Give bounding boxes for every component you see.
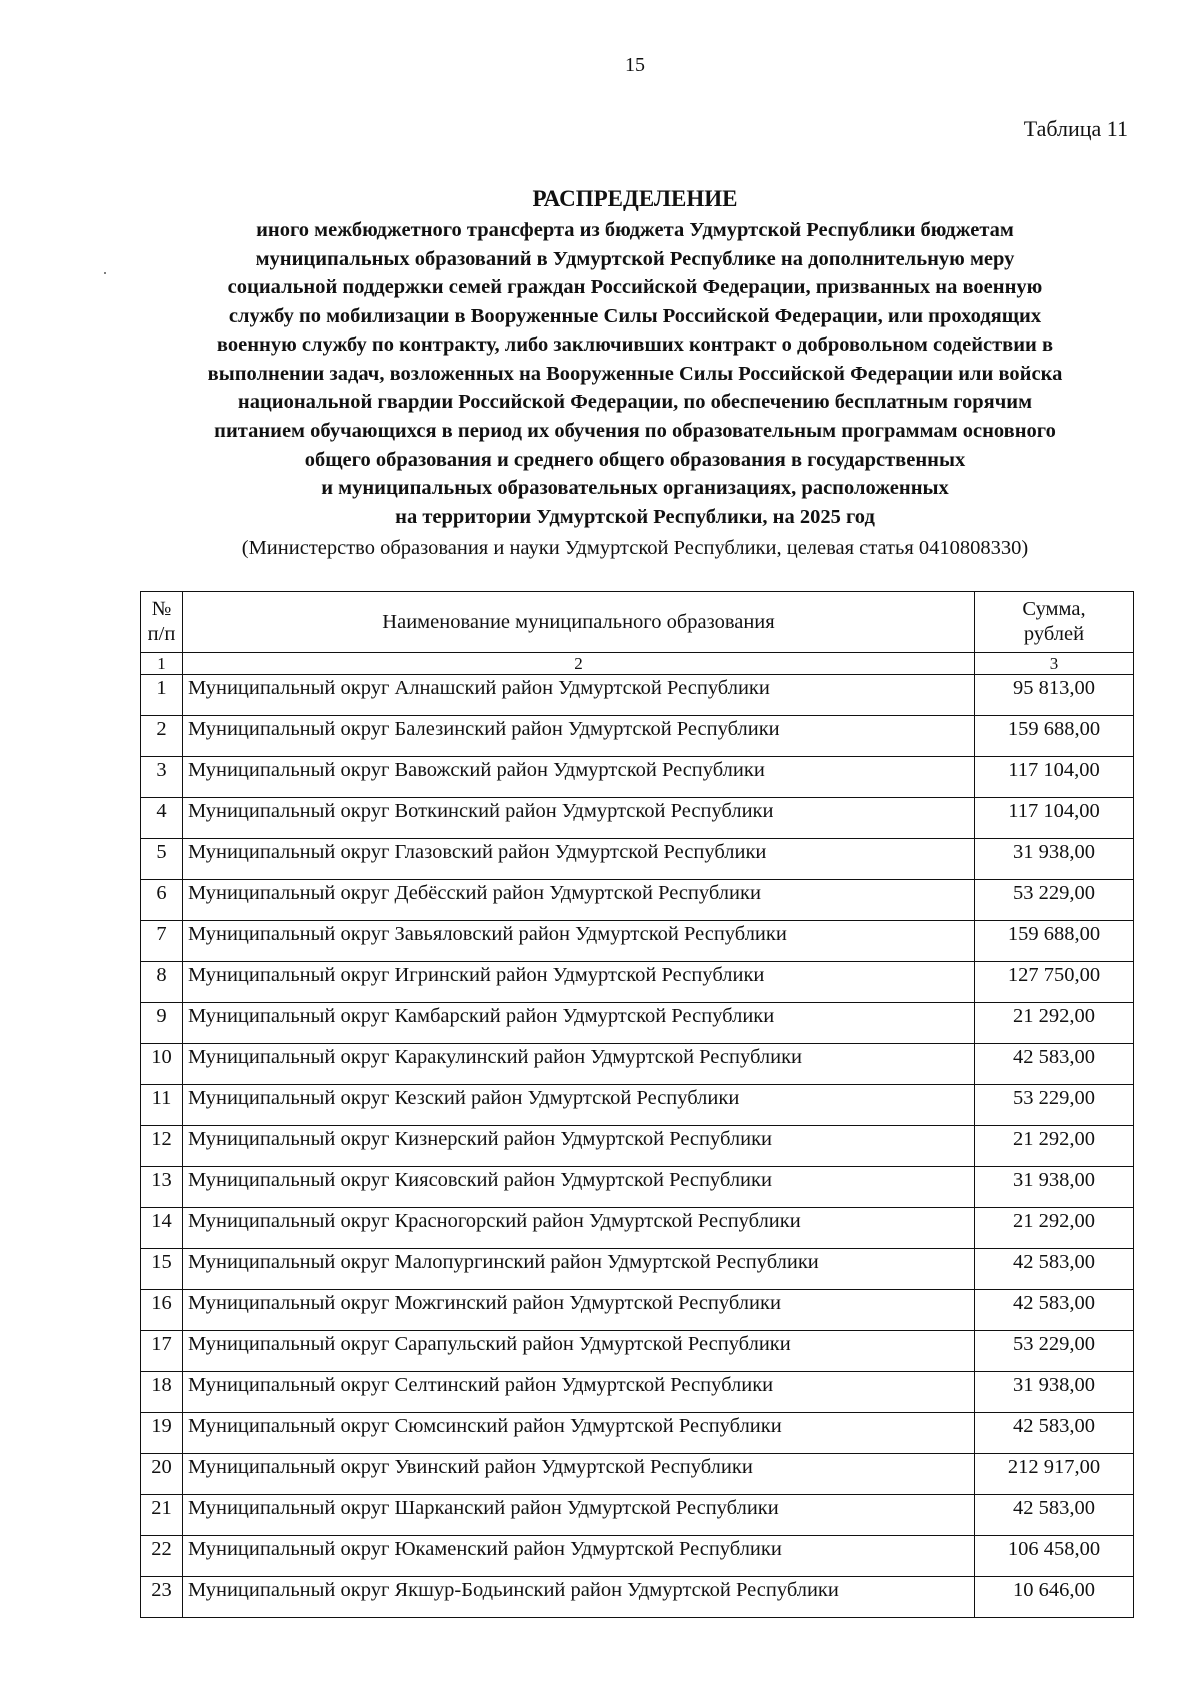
table-row	[141, 1249, 1134, 1290]
column-index-row	[141, 653, 1134, 675]
table-row	[141, 1126, 1134, 1167]
table-row	[141, 1331, 1134, 1372]
table-row	[141, 1044, 1134, 1085]
municipality-name: Муниципальный округ Малопургинский район Удмуртской Республики	[183, 1249, 975, 1290]
table-row	[141, 675, 1134, 716]
row-number: 2	[141, 716, 183, 757]
municipality-name: Муниципальный округ Дебёсский район Удмуртской Республики	[183, 880, 975, 921]
municipality-name: Муниципальный округ Якшур-Бодьинский район Удмуртской Республики	[183, 1577, 975, 1618]
row-number: 11	[141, 1085, 183, 1126]
amount-rubles: 117 104,00	[975, 798, 1134, 839]
row-number: 17	[141, 1331, 183, 1372]
amount-rubles: 159 688,00	[975, 716, 1134, 757]
heading-subtitle-line: общего образования и среднего общего образования в государственных	[304, 448, 966, 471]
table-row	[141, 1495, 1134, 1536]
row-number: 1	[141, 675, 183, 716]
row-number: 8	[141, 962, 183, 1003]
heading-subtitle-line: иного межбюджетного трансферта из бюджета Удмуртской Республики бюджетам	[256, 219, 1014, 241]
row-number: 7	[141, 921, 183, 962]
heading-subtitle-line: военную службу по контракту, либо заключивших контракт о добровольном содействии в	[216, 333, 1054, 356]
municipality-name: Муниципальный округ Киясовский район Удмуртской Республики	[183, 1167, 975, 1208]
page-number: 15	[625, 54, 645, 76]
municipality-name: Муниципальный округ Увинский район Удмуртской Республики	[183, 1454, 975, 1495]
table-row	[141, 1208, 1134, 1249]
row-number: 23	[141, 1577, 183, 1618]
row-number: 10	[141, 1044, 183, 1085]
table-row	[141, 880, 1134, 921]
table-row	[141, 1290, 1134, 1331]
amount-rubles: 10 646,00	[975, 1577, 1134, 1618]
table-row	[141, 1372, 1134, 1413]
row-number: 20	[141, 1454, 183, 1495]
amount-rubles: 42 583,00	[975, 1495, 1134, 1536]
table-row	[141, 1413, 1134, 1454]
heading-subtitle-line: службу по мобилизации в Вооруженные Силы Российской Федерации, или проходящих	[228, 305, 1042, 328]
municipality-name: Муниципальный округ Камбарский район Удмуртской Республики	[183, 1003, 975, 1044]
table-row	[141, 1536, 1134, 1577]
amount-rubles: 42 583,00	[975, 1044, 1134, 1085]
document-heading	[120, 184, 1150, 562]
table-row	[141, 1454, 1134, 1495]
amount-rubles: 31 938,00	[975, 839, 1134, 880]
municipality-name: Муниципальный округ Воткинский район Удмуртской Республики	[183, 798, 975, 839]
municipality-name: Муниципальный округ Кезский район Удмуртской Республики	[183, 1085, 975, 1126]
amount-rubles: 106 458,00	[975, 1536, 1134, 1577]
municipality-name: Муниципальный округ Игринский район Удмуртской Республики	[183, 962, 975, 1003]
table-row	[141, 921, 1134, 962]
table-row	[141, 757, 1134, 798]
municipality-name: Муниципальный округ Юкаменский район Удмуртской Республики	[183, 1536, 975, 1577]
header-sum-line: Сумма,	[1022, 598, 1086, 620]
header-name: Наименование муниципального образования	[183, 592, 975, 653]
amount-rubles: 53 229,00	[975, 880, 1134, 921]
heading-subtitle-line: выполнении задач, возложенных на Вооруженные Силы Российской Федерации или войска	[207, 362, 1063, 385]
distribution-table	[140, 591, 1134, 1618]
heading-subtitle-line: на территории Удмуртской Республики, на 2025 год	[395, 506, 875, 529]
table-label: Таблица 11	[1023, 116, 1128, 141]
heading-subtitle	[120, 216, 1150, 532]
amount-rubles: 31 938,00	[975, 1372, 1134, 1413]
heading-subtitle-line: и муниципальных образовательных организациях, расположенных	[321, 477, 949, 500]
row-number: 9	[141, 1003, 183, 1044]
row-number: 16	[141, 1290, 183, 1331]
table-row	[141, 1085, 1134, 1126]
table-body	[141, 675, 1134, 1618]
amount-rubles: 53 229,00	[975, 1331, 1134, 1372]
row-number: 4	[141, 798, 183, 839]
row-number: 19	[141, 1413, 183, 1454]
header-num-line: п/п	[147, 623, 176, 645]
heading-subtitle-line: национальной гвардии Российской Федерации, по обеспечению бесплатным горячим	[237, 391, 1033, 414]
amount-rubles: 127 750,00	[975, 962, 1134, 1003]
amount-rubles: 212 917,00	[975, 1454, 1134, 1495]
municipality-name: Муниципальный округ Шарканский район Удмуртской Республики	[183, 1495, 975, 1536]
row-number: 15	[141, 1249, 183, 1290]
header-num-line: №	[151, 598, 172, 620]
municipality-name: Муниципальный округ Вавожский район Удмуртской Республики	[183, 757, 975, 798]
row-number: 5	[141, 839, 183, 880]
amount-rubles: 53 229,00	[975, 1085, 1134, 1126]
amount-rubles: 21 292,00	[975, 1003, 1134, 1044]
scan-speck	[104, 272, 106, 274]
municipality-name: Муниципальный округ Балезинский район Удмуртской Республики	[183, 716, 975, 757]
row-number: 6	[141, 880, 183, 921]
heading-subtitle-line: социальной поддержки семей граждан Российской Федерации, призванных на военную	[227, 276, 1043, 299]
row-number: 14	[141, 1208, 183, 1249]
column-index: 2	[183, 653, 975, 675]
municipality-name: Муниципальный округ Каракулинский район Удмуртской Республики	[183, 1044, 975, 1085]
header-sum	[975, 592, 1134, 653]
table-header-row	[141, 592, 1134, 653]
row-number: 13	[141, 1167, 183, 1208]
row-number: 21	[141, 1495, 183, 1536]
table-row	[141, 962, 1134, 1003]
amount-rubles: 42 583,00	[975, 1413, 1134, 1454]
amount-rubles: 31 938,00	[975, 1167, 1134, 1208]
amount-rubles: 117 104,00	[975, 757, 1134, 798]
amount-rubles: 159 688,00	[975, 921, 1134, 962]
municipality-name: Муниципальный округ Красногорский район Удмуртской Республики	[183, 1208, 975, 1249]
amount-rubles: 21 292,00	[975, 1208, 1134, 1249]
column-index: 1	[141, 653, 183, 675]
table-row	[141, 839, 1134, 880]
municipality-name: Муниципальный округ Завьяловский район Удмуртской Республики	[183, 921, 975, 962]
row-number: 18	[141, 1372, 183, 1413]
table-row	[141, 716, 1134, 757]
table-row	[141, 798, 1134, 839]
amount-rubles: 42 583,00	[975, 1290, 1134, 1331]
municipality-name: Муниципальный округ Можгинский район Удмуртской Республики	[183, 1290, 975, 1331]
amount-rubles: 21 292,00	[975, 1126, 1134, 1167]
heading-source: (Министерство образования и науки Удмуртской Республики, целевая статья 0410808330)	[241, 536, 1029, 559]
table-row	[141, 1167, 1134, 1208]
table-row	[141, 1003, 1134, 1044]
municipality-name: Муниципальный округ Сюмсинский район Удмуртской Республики	[183, 1413, 975, 1454]
amount-rubles: 95 813,00	[975, 675, 1134, 716]
municipality-name: Муниципальный округ Кизнерский район Удмуртской Республики	[183, 1126, 975, 1167]
municipality-name: Муниципальный округ Селтинский район Удмуртской Республики	[183, 1372, 975, 1413]
table-row	[141, 1577, 1134, 1618]
row-number: 12	[141, 1126, 183, 1167]
header-sum-line: рублей	[1023, 623, 1085, 645]
amount-rubles: 42 583,00	[975, 1249, 1134, 1290]
heading-title: РАСПРЕДЕЛЕНИЕ	[532, 186, 738, 211]
municipality-name: Муниципальный округ Алнашский район Удмуртской Республики	[183, 675, 975, 716]
row-number: 3	[141, 757, 183, 798]
header-num	[141, 592, 183, 653]
heading-subtitle-line: муниципальных образований в Удмуртской Республике на дополнительную меру	[255, 247, 1015, 270]
municipality-name: Муниципальный округ Глазовский район Удмуртской Республики	[183, 839, 975, 880]
heading-subtitle-line: питанием обучающихся в период их обучения по образовательным программам основного	[214, 419, 1056, 442]
column-index: 3	[975, 653, 1134, 675]
municipality-name: Муниципальный округ Сарапульский район Удмуртской Республики	[183, 1331, 975, 1372]
row-number: 22	[141, 1536, 183, 1577]
